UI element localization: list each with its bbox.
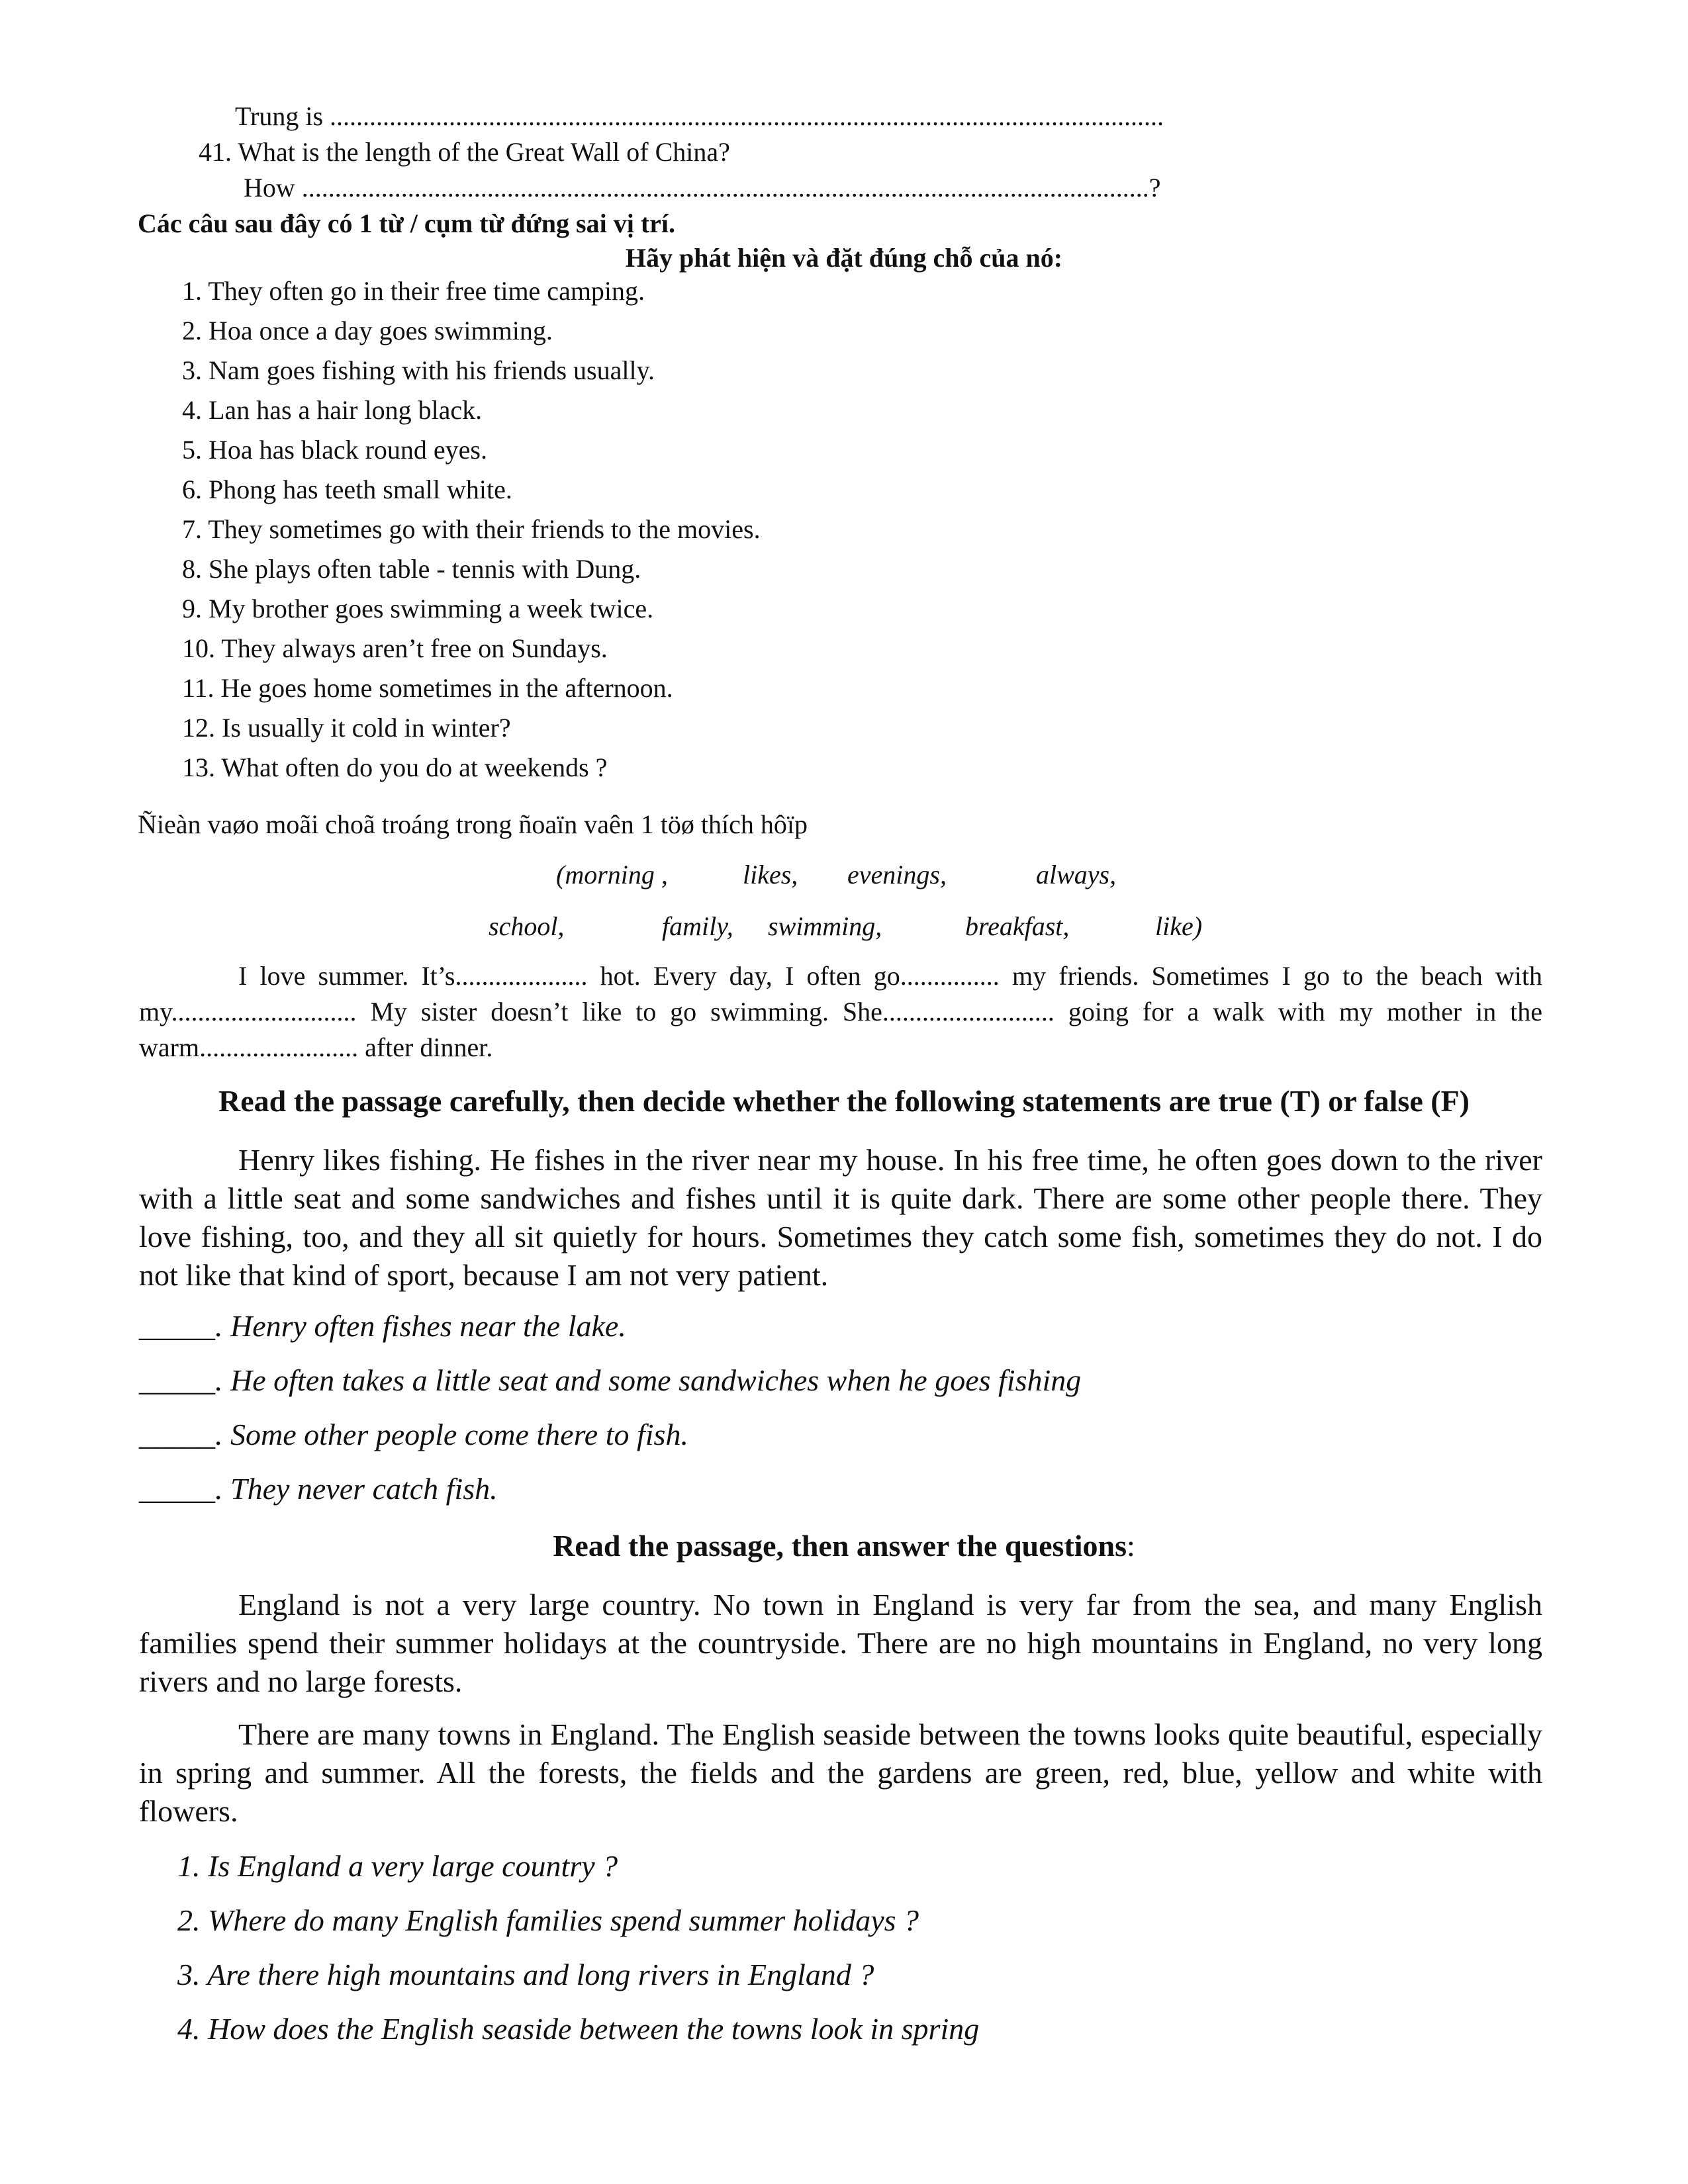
answer-blank: _____ bbox=[139, 1472, 215, 1506]
section-misplaced-title: Các câu sau đây có 1 từ / cụm từ đứng sai vị trí. bbox=[138, 208, 676, 238]
question-item: 3. Are there high mountains and long rivers in England ? bbox=[177, 1958, 874, 1991]
list-item: 7. They sometimes go with their friends to the movies. bbox=[182, 514, 761, 544]
answer-blank: _____ bbox=[139, 1309, 215, 1343]
answer-blank: _____ bbox=[139, 1418, 215, 1451]
word-bank-item: swimming, bbox=[768, 911, 882, 941]
trung-answer-line: Trung is .............................................................................................................................. bbox=[235, 101, 1164, 131]
word-bank-item: evenings, bbox=[847, 860, 947, 889]
section-questions-title: Read the passage, then answer the questions: bbox=[553, 1529, 1135, 1563]
tf-statement: _____. He often takes a little seat and some sandwiches when he goes fishing bbox=[139, 1363, 1082, 1397]
fill-passage: I love summer. It’s.................... hot. Every day, I often go............... my friends. Sometimes I go to the beach with my............................ My sister doesn’t like to go swimming. She.......................... going for a walk with my mother in the warm........................ after dinner. bbox=[139, 961, 1542, 1062]
tf-statement: _____. Henry often fishes near the lake. bbox=[139, 1309, 626, 1343]
question-item: 1. Is England a very large country ? bbox=[177, 1849, 618, 1883]
list-item: 8. She plays often table - tennis with Dung. bbox=[182, 554, 641, 584]
list-item: 12. Is usually it cold in winter? bbox=[182, 713, 511, 743]
word-bank-item: (morning , bbox=[556, 860, 668, 889]
word-bank-item: breakfast, bbox=[965, 911, 1070, 941]
word-bank-item: likes, bbox=[743, 860, 798, 889]
section-fill-title: Ñieàn vaøo moãi choã troáng trong ñoaïn vaên 1 töø thích hôïp bbox=[138, 809, 808, 839]
section-misplaced-subtitle: Hãy phát hiện và đặt đúng chỗ của nó: bbox=[625, 243, 1063, 273]
tf-statement: _____. They never catch fish. bbox=[139, 1472, 498, 1506]
question-41: 41. What is the length of the Great Wall of China? bbox=[199, 137, 730, 167]
answer-blank: _____ bbox=[139, 1363, 215, 1397]
list-item: 1. They often go in their free time camping. bbox=[182, 276, 645, 306]
word-bank-item: school, bbox=[489, 911, 565, 941]
word-bank-item: like) bbox=[1155, 911, 1203, 941]
tf-statement: _____. Some other people come there to fish. bbox=[139, 1418, 688, 1451]
questions-passage-2: There are many towns in England. The English seaside between the towns looks quite beautiful, especially in spring and summer. All the forests, the fields and the gardens are green, red, blue, yellow and white with flowers. bbox=[139, 1717, 1542, 1828]
question-item: 2. Where do many English families spend summer holidays ? bbox=[177, 1903, 919, 1937]
questions-passage-1: England is not a very large country. No town in England is very far from the sea, and many English families spend their summer holidays at the countryside. There are no high mountains in England, no very long rivers and no large forests. bbox=[139, 1588, 1542, 1698]
list-item: 5. Hoa has black round eyes. bbox=[182, 435, 487, 465]
word-bank-item: family, bbox=[662, 911, 733, 941]
list-item: 3. Nam goes fishing with his friends usually. bbox=[182, 355, 655, 385]
list-item: 4. Lan has a hair long black. bbox=[182, 395, 483, 425]
how-answer-line: How ................................................................................................................................? bbox=[244, 173, 1161, 203]
tf-passage: Henry likes fishing. He fishes in the river near my house. In his free time, he often goes down to the river with a little seat and some sandwiches and fishes until it is quite dark. There are some other people there. They love fishing, too, and they all sit quietly for hours. Sometimes they catch some fish, sometimes they do not. I do not like that kind of sport, because I am not very patient. bbox=[139, 1143, 1542, 1292]
list-item: 9. My brother goes swimming a week twice. bbox=[182, 594, 654, 623]
question-item: 4. How does the English seaside between the towns look in spring bbox=[177, 2012, 980, 2046]
list-item: 2. Hoa once a day goes swimming. bbox=[182, 316, 553, 345]
list-item: 10. They always aren’t free on Sundays. bbox=[182, 633, 608, 663]
list-item: 13. What often do you do at weekends ? bbox=[182, 752, 608, 782]
list-item: 11. He goes home sometimes in the afternoon. bbox=[182, 673, 673, 703]
word-bank-item: always, bbox=[1036, 860, 1117, 889]
section-tf-title: Read the passage carefully, then decide whether the following statements are true (T) or false (F) bbox=[218, 1084, 1470, 1118]
list-item: 6. Phong has teeth small white. bbox=[182, 475, 512, 504]
